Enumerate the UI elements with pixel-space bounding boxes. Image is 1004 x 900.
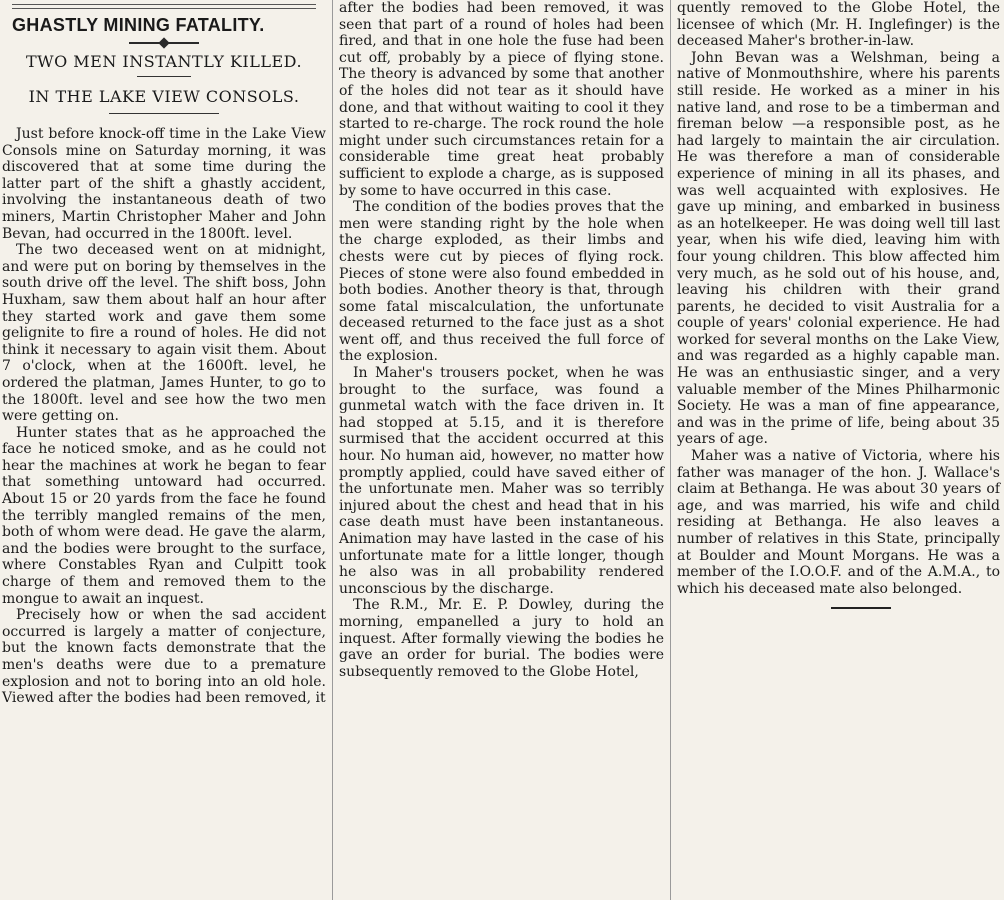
paragraph: John Bevan was a Welshman, being a native of Monmouthshire, where his parents still reside. He worked as a miner in his native land, and rose to be a timberman and fireman below —a responsible post, as he had largely to maintain the air circulation. He was therefore a man of considerable experience of mining in all its phases, and was well acquainted with explosives. He gave up mining, and embarked in business as an hotelkeeper. He was doing well till last year, when his wife died, leaving him with four young children. This blow affected him very much, as he sold out of his house, and, leaving his children with their grand parents, he decided to visit Australia for a couple of years' colonial experience. He had worked for several months on the Lake View, and was regarded as a highly capable man. He was an enthusiastic singer, and a very valuable member of the Mines Philharmonic Society. He was a man of fine appearance, and was in the prime of life, being about 35 years of age. [677,49,1000,448]
ornament-divider [129,42,199,44]
paragraph: Maher was a native of Victoria, where his father was manager of the hon. J. Wallace's claim at Bethanga. He was about 30 years of age, and was married, his wife and child residing at Bethanga. He also leaves a number of relatives in this State, principally at Boulder and Mount Morgans. He was a member of the I.O.O.F. and of the A.M.A., to which his deceased mate also belonged. [677,448,1000,597]
column-2 [332,0,670,900]
paragraph: Just before knock-off time in the Lake View Consols mine on Saturday morning, it was discovered that at some time during the latter part of the shift a ghastly accident, involving the instantaneous death of two miners, Martin Christopher Maher and John Bevan, had occurred in the 1800ft. level. [2,126,326,242]
headline: GHASTLY MINING FATALITY. [12,15,265,35]
paragraph-continued: quently removed to the Globe Hotel, the licensee of which (Mr. H. Inglefinger) is the deceased Maher's brother-in-law. [677,0,1000,50]
paragraph-continued: after the bodies had been removed, it was seen that part of a round of holes had been fired, and that in one hole the fuse had been cut off, probably by a piece of flying stone. The theory is advanced by some that another of the holes did not tear as it should have done, and that without waiting to cool it they started to re-charge. The rock round the hole might under such circumstances retain for a considerable time great heat probably sufficient to explode a charge, as is supposed by some to have occurred in this case. [339,0,664,199]
column-1 [0,0,332,900]
paragraph: The condition of the bodies proves that the men were standing right by the hole when the charge exploded, as their limbs and chests were cut by pieces of flying rock. Pieces of stone were also found embedded in both bodies. Another theory is that, through some fatal miscalculation, the unfortunate deceased returned to the face just as a shot went off, and thus received the full force of the explosion. [339,199,664,365]
subheading-lake-view: IN THE LAKE VIEW CONSOLS. [28,87,300,106]
subheading-rule [137,76,191,77]
paragraph: Precisely how or when the sad accident occurred is largely a matter of conjecture, but the known facts demonstrate that the men's deaths were due to a premature explosion and not to boring into an old hole. Viewed after the bodies had been removed, it [2,607,326,707]
paragraph: The two deceased went on at midnight, and were put on boring by themselves in the south drive off the level. The shift boss, John Huxham, saw them about half an hour after they started work and gave them some gelignite to fire a round of holes. He did not think it necessary to again visit them. About 7 o'clock, when at the 1600ft. level, he ordered the platman, James Hunter, to go to the 1800ft. level and see how the two men were getting on. [2,242,326,425]
column-3 [670,0,1004,900]
paragraph: The R.M., Mr. E. P. Dowley, during the morning, empanelled a jury to hold an inquest. After formally viewing the bodies he gave an order for burial. The bodies were subsequently removed to the Globe Hotel, [339,597,664,680]
article-end-rule [831,607,891,609]
paragraph: In Maher's trousers pocket, when he was brought to the surface, was found a gunmetal watch with the face driven in. It had stopped at 5.15, and it is therefore surmised that the accident occurred at this hour. No human aid, however, no matter how promptly applied, could have saved either of the unfortunate men. Maher was so terribly injured about the chest and head that in his case death must have been instantaneous. Animation may have lasted in the case of his unfortunate mate for a little longer, though he also was in all probability rendered unconscious by the discharge. [339,365,664,597]
subheading-two-men: TWO MEN INSTANTLY KILLED. [25,52,303,71]
paragraph: Hunter states that as he approached the face he noticed smoke, and as he could not hear the machines at work he began to fear that something untoward had occurred. About 15 or 20 yards from the face he found the terribly mangled remains of the men, both of whom were dead. He gave the alarm, and the bodies were brought to the surface, where Constables Ryan and Culpitt took charge of them and removed them to the mongue to await an inquest. [2,424,326,607]
section-rule [109,113,219,114]
top-rule [12,4,316,9]
